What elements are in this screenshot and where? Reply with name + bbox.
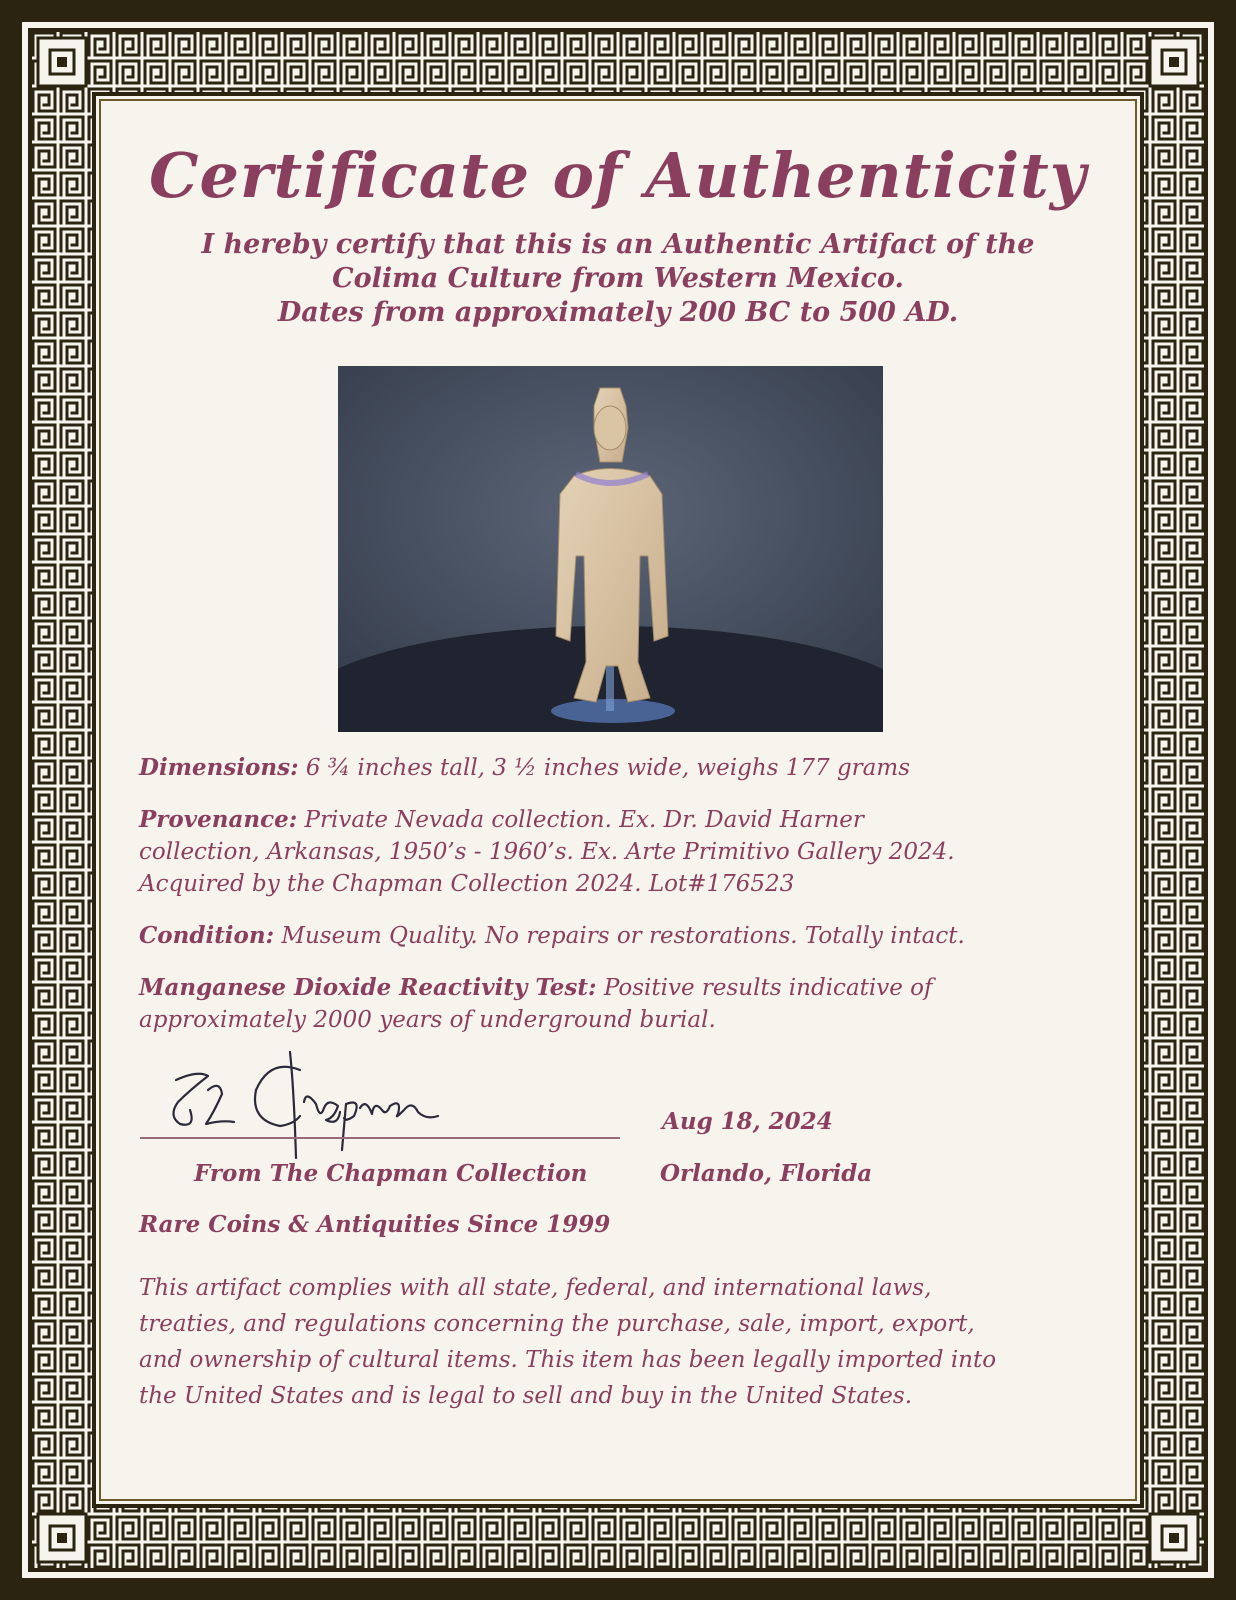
compliance-line: and ownership of cultural items. This item has been legally imported into (139, 1347, 997, 1373)
condition-value: Museum Quality. No repairs or restorations. Totally intact. (281, 923, 965, 949)
certificate-title: Certificate of Authenticity (149, 139, 1087, 212)
issuer-name: From The Chapman Collection (194, 1160, 588, 1187)
artifact-photo (338, 366, 883, 732)
reactivity-test-line: approximately 2000 years of underground burial. (139, 1007, 716, 1033)
provenance-label: Provenance: (139, 806, 298, 833)
compliance-line: the United States and is legal to sell and buy in the United States. (139, 1383, 913, 1409)
certification-statement (0, 228, 1236, 330)
provenance-line: collection, Arkansas, 1950’s - 1960’s. Ex. Arte Primitivo Gallery 2024. (139, 839, 955, 865)
condition-row (139, 920, 1099, 952)
reactivity-test-label: Manganese Dioxide Reactivity Test: (139, 974, 597, 1001)
dimensions-label: Dimensions: (139, 754, 299, 781)
provenance-line: Private Nevada collection. Ex. Dr. David Harner (304, 807, 864, 833)
handwritten-signature (150, 1050, 450, 1160)
intro-line: Colima Culture from Western Mexico. (332, 263, 904, 294)
compliance-line: treaties, and regulations concerning the purchase, sale, import, export, (139, 1311, 975, 1337)
signature-date: Aug 18, 2024 (662, 1108, 833, 1135)
artifact-details (139, 752, 1099, 1056)
intro-line: I hereby certify that this is an Authentic Artifact of the (201, 229, 1035, 260)
legal-compliance-statement (139, 1270, 1099, 1414)
provenance-line: Acquired by the Chapman Collection 2024. Lot#176523 (139, 871, 795, 897)
compliance-line: This artifact complies with all state, federal, and international laws, (139, 1275, 932, 1301)
provenance-row (139, 804, 1099, 900)
issuer-location: Orlando, Florida (660, 1160, 873, 1187)
intro-line: Dates from approximately 200 BC to 500 AD. (277, 297, 959, 328)
signature-line (140, 1137, 620, 1139)
reactivity-test-row (139, 972, 1099, 1036)
dimensions-value: 6 ¾ inches tall, 3 ½ inches wide, weighs 177 grams (305, 755, 910, 781)
reactivity-test-line: Positive results indicative of (603, 975, 933, 1001)
condition-label: Condition: (139, 922, 275, 949)
issuer-tagline: Rare Coins & Antiquities Since 1999 (139, 1211, 611, 1238)
dimensions-row (139, 752, 1099, 784)
